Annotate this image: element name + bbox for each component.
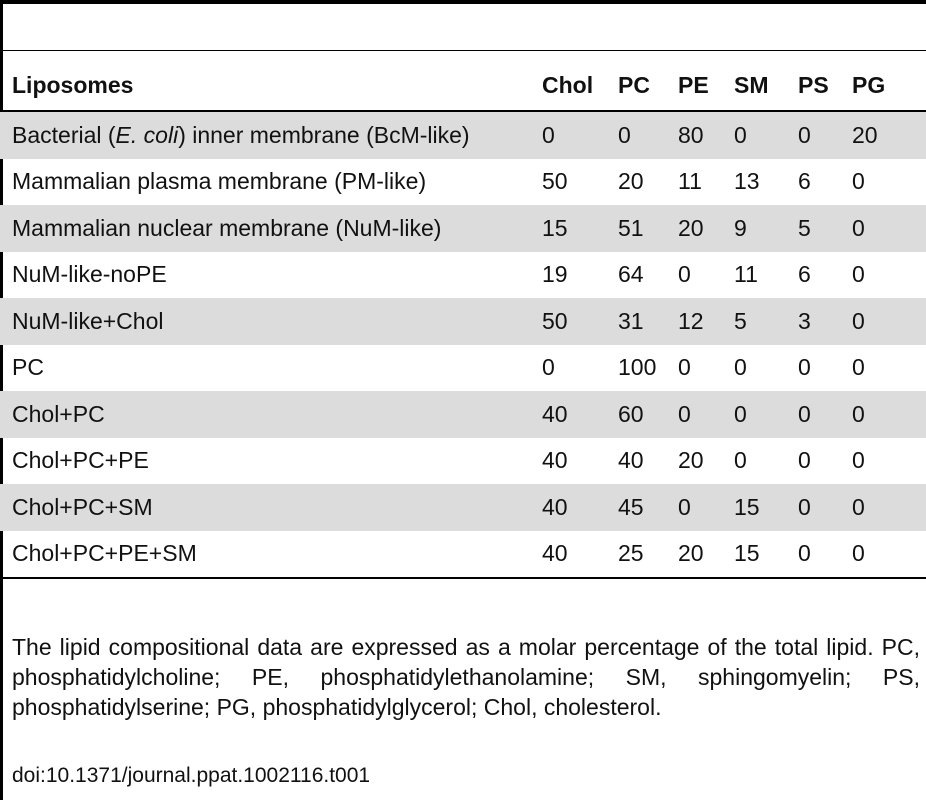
doi-label: doi:10.1371/journal.ppat.1002116.t001: [12, 764, 371, 787]
row-label: Chol+PC+SM: [0, 484, 530, 531]
lipid-composition-table: [0, 60, 926, 579]
cell-ps: 6: [798, 261, 811, 288]
cell-pg: 20: [840, 111, 926, 159]
cell-pc: 64: [618, 261, 644, 288]
row-label-prefix: Bacterial (: [12, 121, 116, 148]
cell-sm: 15: [722, 484, 786, 531]
cell-chol: 40: [530, 391, 606, 438]
table-row: [0, 111, 926, 159]
table-footnote: [12, 632, 920, 722]
cell-pe: 20: [678, 447, 704, 474]
cell-pe: 20: [666, 531, 722, 579]
column-header-ps: PS: [786, 60, 840, 111]
cell-pe: 0: [678, 354, 691, 381]
cell-pe: 20: [666, 205, 722, 252]
cell-pg: 0: [840, 484, 926, 531]
table-header-row: [0, 60, 926, 111]
cell-pg: 0: [840, 531, 926, 579]
cell-pg: 0: [840, 298, 926, 345]
row-label: [0, 111, 530, 159]
row-label: Chol+PC+PE+SM: [0, 531, 530, 579]
cell-pe: 0: [678, 261, 691, 288]
row-label: Mammalian nuclear membrane (NuM-like): [0, 205, 530, 252]
table-row: [0, 438, 926, 485]
cell-chol: 40: [530, 484, 606, 531]
footnote-text: The lipid compositional data are expressed as a molar percentage of the total lipid. PC, phosphatidylcholine; PE, phosphatidylethanolamine; SM, sphingomyelin; PS, phosphatidylserine; PG, phosphatidylglycerol; Chol, cholesterol.: [12, 634, 920, 720]
cell-pc: 31: [606, 298, 666, 345]
cell-ps: 0: [798, 354, 811, 381]
cell-ps: 0: [786, 484, 840, 531]
cell-pc: 20: [618, 168, 644, 195]
cell-chol: 50: [542, 168, 568, 195]
cell-ps: 0: [786, 531, 840, 579]
cell-pg: 0: [852, 168, 865, 195]
table-row: [0, 391, 926, 438]
cell-pc: 0: [606, 111, 666, 159]
column-header-pe: PE: [666, 60, 722, 111]
cell-pc: 60: [606, 391, 666, 438]
cell-pc: 100: [618, 354, 657, 381]
cell-ps: 0: [786, 111, 840, 159]
cell-sm: 15: [722, 531, 786, 579]
table-row: [0, 159, 926, 206]
cell-sm: 0: [722, 391, 786, 438]
cell-pg: 0: [852, 354, 865, 381]
row-label: Chol+PC: [0, 391, 530, 438]
cell-pg: 0: [840, 205, 926, 252]
table-row: [0, 298, 926, 345]
cell-sm: 11: [734, 261, 758, 288]
cell-pc: 40: [618, 447, 644, 474]
cell-pe: 12: [666, 298, 722, 345]
cell-pe: 80: [666, 111, 722, 159]
cell-sm: 0: [722, 111, 786, 159]
column-header-pg: PG: [840, 60, 926, 111]
cell-chol: 0: [542, 354, 555, 381]
row-label: NuM-like-noPE: [12, 261, 167, 288]
row-label-italic: E. coli: [115, 121, 179, 148]
cell-pg: 0: [852, 447, 865, 474]
cell-sm: 13: [734, 168, 760, 195]
column-header-sm: SM: [722, 60, 786, 111]
cell-sm: 9: [722, 205, 786, 252]
cell-pc: 51: [606, 205, 666, 252]
cell-chol: 0: [530, 111, 606, 159]
row-label: Mammalian plasma membrane (PM-like): [12, 168, 427, 195]
top-border-rule: [0, 0, 926, 4]
cell-sm: 0: [734, 354, 747, 381]
table-row: [0, 345, 926, 392]
cell-ps: 0: [786, 391, 840, 438]
cell-chol: 19: [542, 261, 568, 288]
cell-ps: 5: [786, 205, 840, 252]
row-label: Chol+PC+PE: [12, 447, 149, 474]
cell-ps: 6: [798, 168, 811, 195]
cell-chol: 40: [542, 447, 568, 474]
row-label: PC: [12, 354, 44, 381]
cell-pg: 0: [840, 391, 926, 438]
column-header-pc: PC: [606, 60, 666, 111]
cell-sm: 0: [734, 447, 747, 474]
table-row: [0, 531, 926, 579]
cell-ps: 0: [798, 447, 811, 474]
table-row: [0, 484, 926, 531]
table-row: [0, 205, 926, 252]
cell-pc: 45: [606, 484, 666, 531]
column-header-liposomes: Liposomes: [0, 60, 530, 111]
cell-chol: 50: [530, 298, 606, 345]
caption-separator-rule: [0, 50, 926, 51]
cell-pe: 0: [666, 484, 722, 531]
cell-sm: 5: [722, 298, 786, 345]
column-header-chol: Chol: [530, 60, 606, 111]
cell-ps: 3: [786, 298, 840, 345]
cell-pe: 11: [678, 168, 702, 195]
row-label-suffix: ) inner membrane (BcM-like): [178, 121, 470, 148]
cell-pc: 25: [606, 531, 666, 579]
cell-chol: 40: [530, 531, 606, 579]
row-label: NuM-like+Chol: [0, 298, 530, 345]
cell-pe: 0: [666, 391, 722, 438]
cell-pg: 0: [852, 261, 865, 288]
cell-chol: 15: [530, 205, 606, 252]
table-row: [0, 252, 926, 299]
